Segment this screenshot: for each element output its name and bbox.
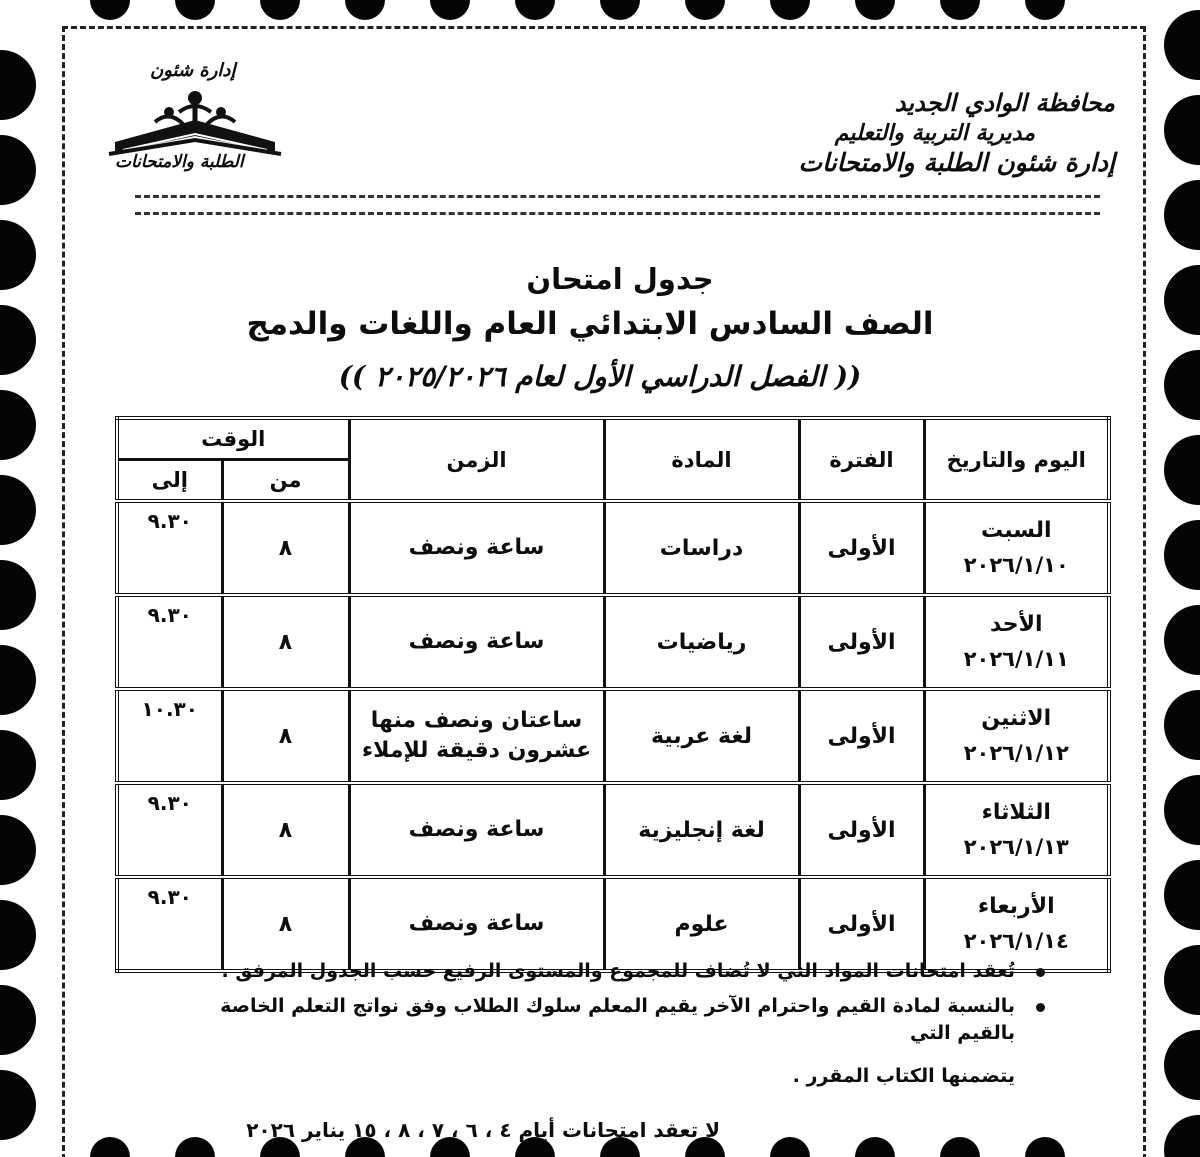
exam-schedule-table (115, 416, 1111, 973)
period-cell: الأولى (799, 501, 924, 595)
day-date-cell (924, 689, 1109, 783)
day-date-cell (924, 501, 1109, 595)
duration-cell: ساعة ونصف (349, 595, 604, 689)
to-cell: ٩.٣٠ (117, 595, 222, 689)
table-row (117, 595, 1109, 689)
logo-top-text: إدارة شئون (150, 60, 236, 81)
duration-cell: ساعة ونصف (349, 783, 604, 877)
subject-cell: دراسات (604, 501, 799, 595)
exam-date: ٢٠٢٦/١/١٠ (963, 553, 1069, 577)
top-decorative-dots (0, 0, 1200, 20)
subject-cell: علوم (604, 877, 799, 971)
header-duration: الزمن (349, 418, 604, 501)
header-to: إلى (117, 460, 222, 502)
period-cell: الأولى (799, 595, 924, 689)
to-cell: ٩.٣٠ (117, 877, 222, 971)
logo-bottom-text: الطلبة والامتحانات (115, 152, 244, 172)
header-subject: المادة (604, 418, 799, 501)
note-continuation: يتضمنها الكتاب المقرر . (792, 1065, 1015, 1087)
governorate-name: محافظة الوادي الجديد (894, 88, 1115, 117)
exam-date: ٢٠٢٦/١/١٢ (963, 741, 1069, 765)
from-cell: ٨ (222, 877, 349, 971)
note-item: تُعقد امتحانات المواد التي لا تُضاف للمجموع والمستوى الرفيع حسب الجدول المرفق . (185, 958, 1045, 985)
exam-date: ٢٠٢٦/١/١٤ (963, 929, 1069, 953)
footer-partial-note: لا تعقد امتحانات أيام ٤ ، ٦ ، ٧ ، ٨ ، ١٥ يناير ٢٠٢٦ (246, 1118, 720, 1142)
period-cell: الأولى (799, 783, 924, 877)
exam-date: ٢٠٢٦/١/١٣ (963, 835, 1069, 859)
duration-cell: ساعة ونصف (349, 501, 604, 595)
subject-cell: لغة إنجليزية (604, 783, 799, 877)
period-cell: الأولى (799, 877, 924, 971)
subject-cell: لغة عربية (604, 689, 799, 783)
day-date-cell (924, 595, 1109, 689)
duration-cell: ساعة ونصف (349, 877, 604, 971)
from-cell: ٨ (222, 595, 349, 689)
department-name: إدارة شئون الطلبة والامتحانات (798, 148, 1115, 177)
subject-cell: رياضيات (604, 595, 799, 689)
schedule-title: جدول امتحان (526, 262, 714, 296)
header-day-date: اليوم والتاريخ (924, 418, 1109, 501)
table-row (117, 501, 1109, 595)
day-name: الثلاثاء (981, 800, 1051, 825)
day-name: الأربعاء (977, 894, 1055, 919)
grade-title: الصف السادس الابتدائي العام واللغات والدمج (246, 306, 934, 342)
document-header (799, 88, 1115, 178)
header-from: من (222, 460, 349, 502)
day-date-cell (924, 877, 1109, 971)
table-row (117, 877, 1109, 971)
table-row (117, 689, 1109, 783)
header-period: الفترة (799, 418, 924, 501)
to-cell: ١٠.٣٠ (117, 689, 222, 783)
left-decorative-dots (0, 0, 36, 1157)
day-name: السبت (981, 518, 1052, 543)
header-separator (135, 195, 1100, 215)
table-row (117, 783, 1109, 877)
notes-section (185, 958, 1045, 1090)
note-item: بالنسبة لمادة القيم واحترام الآخر يقيم المعلم سلوك الطلاب وفق نواتج التعلم الخاصة بالقيم التي (185, 993, 1045, 1047)
directorate-name: مديرية التربية والتعليم (834, 120, 1035, 146)
term-title: (( الفصل الدراسي الأول لعام ٢٠٢٥/٢٠٢٦ )) (338, 360, 862, 393)
day-name: الاثنين (981, 706, 1052, 731)
day-name: الأحد (990, 612, 1043, 637)
department-logo (95, 60, 295, 185)
right-decorative-dots (1164, 0, 1200, 1157)
to-cell: ٩.٣٠ (117, 501, 222, 595)
day-date-cell (924, 783, 1109, 877)
from-cell: ٨ (222, 501, 349, 595)
period-cell: الأولى (799, 689, 924, 783)
exam-date: ٢٠٢٦/١/١١ (963, 647, 1069, 671)
duration-cell: ساعتان ونصف منها عشرون دقيقة للإملاء (349, 689, 604, 783)
from-cell: ٨ (222, 689, 349, 783)
from-cell: ٨ (222, 783, 349, 877)
header-time: الوقت (117, 418, 349, 460)
to-cell: ٩.٣٠ (117, 783, 222, 877)
